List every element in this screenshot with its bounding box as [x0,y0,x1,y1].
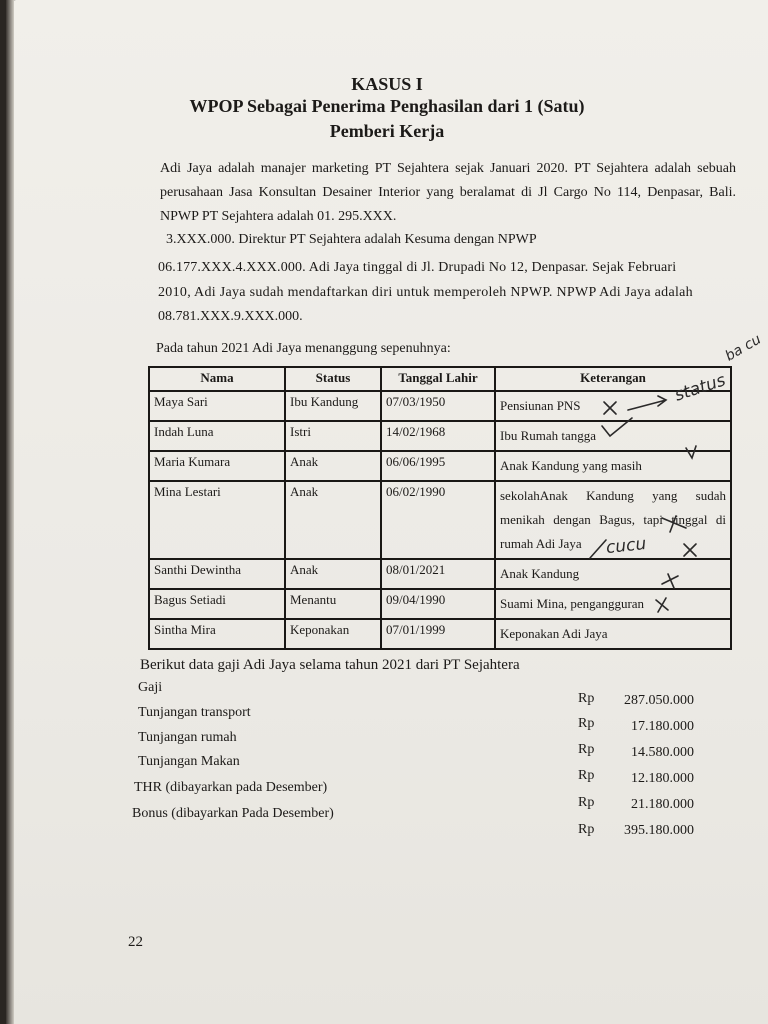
cell-name: Bagus Setiadi [149,589,285,619]
cell-description: Anak Kandung yang masih [495,451,731,481]
cell-description: Pensiunan PNS [495,391,731,421]
cell-name: Maria Kumara [149,451,285,481]
salary-currency: Rp [578,716,595,731]
cross-mark [662,516,686,532]
handwritten-corner-note: ba cu [722,331,764,365]
cell-description: Keponakan Adi Jaya [495,619,731,649]
salary-currency: Rp [578,795,595,810]
salary-currency: Rp [578,768,595,783]
column-header-name: Nama [149,367,285,391]
cell-name: Sintha Mira [149,619,285,649]
handwritten-status-note: status [672,370,729,406]
intro-paragraph: Adi Jaya adalah manajer marketing PT Sejahtera sejak Januari 2020. PT Sejahtera adalah sebuah perusahaan Jasa Konsultan Desainer Interior yang beralamat di Jl Cargo No 114, Denpasar, Bali. NPWP PT Sejahtera adalah 01. 295.XXX. [160,161,736,224]
intro-line-4: 3.XXX.000. Direktur PT Sejahtera adalah Kesuma dengan NPWP [166,232,537,247]
salary-amount: 395.180.000 [624,823,694,838]
cell-status: Menantu [285,589,381,619]
cell-birthdate: 14/02/1968 [381,421,495,451]
check-mark [602,418,632,436]
salary-amount: 17.180.000 [631,719,694,734]
column-header-description: Keterangan [495,367,731,391]
column-header-birthdate: Tanggal Lahir [381,367,495,391]
cell-status: Ibu Kandung [285,391,381,421]
salary-amount: 287.050.000 [624,693,694,708]
salary-label: Tunjangan transport [138,705,251,720]
intro-line-6: 2010, Adi Jaya sudah mendaftarkan diri untuk memperoleh NPWP. NPWP Adi Jaya adalah [158,285,693,300]
salary-amount: 21.180.000 [631,797,694,812]
cell-birthdate: 06/02/1990 [381,481,495,559]
salary-label: Bonus (dibayarkan Pada Desember) [132,806,334,821]
salary-amount: 12.180.000 [631,771,694,786]
cross-mark [662,574,678,588]
cell-status: Anak [285,559,381,589]
cell-status: Anak [285,451,381,481]
salary-label: Tunjangan Makan [138,754,240,769]
case-title: KASUS I [351,74,423,94]
case-subtitle-2: Pemberi Kerja [329,121,445,141]
cell-description: sekolahAnak Kandung yang sudah menikah dengan Bagus, tapi tinggal di rumah Adi Jaya [495,481,731,559]
document-page [6,0,768,1024]
salary-intro: Berikut data gaji Adi Jaya selama tahun 2021 dari PT Sejahtera [140,657,520,673]
cell-birthdate: 07/01/1999 [381,619,495,649]
cross-mark [604,402,616,414]
cell-status: Anak [285,481,381,559]
cross-mark [684,544,696,556]
handwritten-cucu-note: cucu [605,533,648,559]
intro-line-7: 08.781.XXX.9.XXX.000. [158,309,303,324]
handwritten-marks [6,0,768,1024]
cell-name: Mina Lestari [149,481,285,559]
cell-description: Ibu Rumah tangga [495,421,731,451]
arrow-mark [628,396,666,410]
cell-name: Indah Luna [149,421,285,451]
column-header-status: Status [285,367,381,391]
salary-currency: Rp [578,822,595,837]
salary-label: THR (dibayarkan pada Desember) [134,780,328,795]
salary-amount: 14.580.000 [631,745,694,760]
cell-status: Istri [285,421,381,451]
cell-status: Keponakan [285,619,381,649]
cell-birthdate: 07/03/1950 [381,391,495,421]
case-subtitle: WPOP Sebagai Penerima Penghasilan dari 1 (Satu) [189,96,585,116]
cell-description: Anak Kandung [495,559,731,589]
page-number: 22 [128,934,143,950]
slash-mark [590,540,606,558]
cell-name: Santhi Dewintha [149,559,285,589]
cell-description: Suami Mina, pengangguran [495,589,731,619]
cell-birthdate: 06/06/1995 [381,451,495,481]
family-intro: Pada tahun 2021 Adi Jaya menanggung sepenuhnya: [156,341,451,356]
intro-line-5: 06.177.XXX.4.XXX.000. Adi Jaya tinggal di Jl. Drupadi No 12, Denpasar. Sejak Februari [158,260,677,275]
salary-label: Tunjangan rumah [138,730,237,745]
salary-label: Gaji [138,680,163,695]
cell-name: Maya Sari [149,391,285,421]
cell-birthdate: 09/04/1990 [381,589,495,619]
salary-currency: Rp [578,691,595,706]
salary-currency: Rp [578,742,595,757]
check-mark [686,446,696,458]
cell-birthdate: 08/01/2021 [381,559,495,589]
cross-mark [656,598,668,612]
